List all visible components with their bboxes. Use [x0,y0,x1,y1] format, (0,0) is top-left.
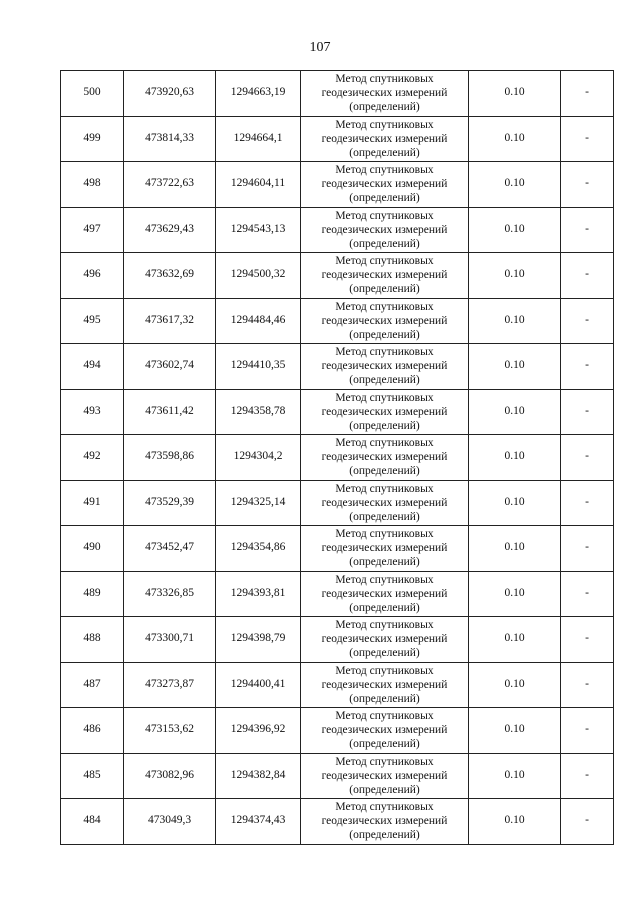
point-number-cell: 500 [61,71,124,117]
table-row [61,799,614,845]
accuracy-cell: 0.10 [469,207,561,253]
table-row [61,753,614,799]
note-cell: - [561,526,614,572]
note-cell: - [561,662,614,708]
point-number-cell: 490 [61,526,124,572]
point-number-cell: 494 [61,344,124,390]
x-coordinate-cell: 473326,85 [124,571,216,617]
method-line: Метод спутниковых [335,710,434,723]
table-row [61,480,614,526]
method-line: Метод спутниковых [335,528,434,541]
method-cell [301,435,469,481]
method-line: Метод спутниковых [335,164,434,177]
note-cell: - [561,253,614,299]
note-cell: - [561,298,614,344]
method-line: геодезических измерений [321,87,448,100]
x-coordinate-cell: 473920,63 [124,71,216,117]
method-line: (определений) [349,101,420,114]
note-cell: - [561,389,614,435]
note-cell: - [561,799,614,845]
x-coordinate-cell: 473611,42 [124,389,216,435]
method-cell [301,799,469,845]
note-cell: - [561,71,614,117]
y-coordinate-cell: 1294358,78 [216,389,301,435]
point-number-cell: 488 [61,617,124,663]
method-cell [301,253,469,299]
x-coordinate-cell: 473153,62 [124,708,216,754]
method-line: геодезических измерений [321,678,448,691]
method-line: геодезических измерений [321,542,448,555]
accuracy-cell: 0.10 [469,480,561,526]
method-line: Метод спутниковых [335,755,434,768]
y-coordinate-cell: 1294604,11 [216,162,301,208]
method-line: геодезических измерений [321,405,448,418]
method-line: геодезических измерений [321,815,448,828]
y-coordinate-cell: 1294410,35 [216,344,301,390]
x-coordinate-cell: 473617,32 [124,298,216,344]
note-cell: - [561,116,614,162]
method-line: Метод спутниковых [335,118,434,131]
method-line: (определений) [349,328,420,341]
method-line: Метод спутниковых [335,73,434,86]
table-row [61,162,614,208]
method-line: геодезических измерений [321,769,448,782]
method-line: геодезических измерений [321,314,448,327]
method-line: геодезических измерений [321,496,448,509]
method-cell [301,344,469,390]
table-row [61,526,614,572]
method-line: (определений) [349,783,420,796]
y-coordinate-cell: 1294664,1 [216,116,301,162]
table-row [61,571,614,617]
method-line: Метод спутниковых [335,255,434,268]
method-line: (определений) [349,738,420,751]
note-cell: - [561,435,614,481]
method-line: (определений) [349,556,420,569]
method-line: геодезических измерений [321,633,448,646]
y-coordinate-cell: 1294393,81 [216,571,301,617]
method-line: Метод спутниковых [335,482,434,495]
accuracy-cell: 0.10 [469,753,561,799]
accuracy-cell: 0.10 [469,298,561,344]
y-coordinate-cell: 1294382,84 [216,753,301,799]
method-cell [301,389,469,435]
table-row [61,617,614,663]
y-coordinate-cell: 1294543,13 [216,207,301,253]
note-cell: - [561,344,614,390]
y-coordinate-cell: 1294484,46 [216,298,301,344]
method-line: (определений) [349,283,420,296]
method-cell [301,298,469,344]
x-coordinate-cell: 473602,74 [124,344,216,390]
method-line: Метод спутниковых [335,437,434,450]
method-line: (определений) [349,465,420,478]
point-number-cell: 499 [61,116,124,162]
x-coordinate-cell: 473452,47 [124,526,216,572]
method-cell [301,617,469,663]
point-number-cell: 497 [61,207,124,253]
method-line: геодезических измерений [321,269,448,282]
x-coordinate-cell: 473814,33 [124,116,216,162]
coordinates-table [60,70,614,845]
accuracy-cell: 0.10 [469,71,561,117]
table-row [61,389,614,435]
table-row [61,662,614,708]
method-cell [301,162,469,208]
method-cell [301,71,469,117]
method-cell [301,526,469,572]
x-coordinate-cell: 473632,69 [124,253,216,299]
y-coordinate-cell: 1294396,92 [216,708,301,754]
note-cell: - [561,480,614,526]
accuracy-cell: 0.10 [469,617,561,663]
note-cell: - [561,162,614,208]
x-coordinate-cell: 473049,3 [124,799,216,845]
method-line: Метод спутниковых [335,300,434,313]
x-coordinate-cell: 473722,63 [124,162,216,208]
x-coordinate-cell: 473629,43 [124,207,216,253]
method-cell [301,480,469,526]
method-line: геодезических измерений [321,223,448,236]
point-number-cell: 492 [61,435,124,481]
y-coordinate-cell: 1294500,32 [216,253,301,299]
accuracy-cell: 0.10 [469,526,561,572]
method-cell [301,662,469,708]
point-number-cell: 484 [61,799,124,845]
method-line: геодезических измерений [321,360,448,373]
method-cell [301,571,469,617]
method-line: Метод спутниковых [335,664,434,677]
method-line: геодезических измерений [321,587,448,600]
note-cell: - [561,617,614,663]
method-line: (определений) [349,419,420,432]
method-line: Метод спутниковых [335,346,434,359]
accuracy-cell: 0.10 [469,162,561,208]
point-number-cell: 486 [61,708,124,754]
method-cell [301,207,469,253]
y-coordinate-cell: 1294304,2 [216,435,301,481]
method-cell [301,708,469,754]
table-row [61,116,614,162]
accuracy-cell: 0.10 [469,344,561,390]
table-row [61,298,614,344]
accuracy-cell: 0.10 [469,799,561,845]
y-coordinate-cell: 1294354,86 [216,526,301,572]
method-cell [301,753,469,799]
method-line: (определений) [349,510,420,523]
method-line: геодезических измерений [321,132,448,145]
accuracy-cell: 0.10 [469,662,561,708]
x-coordinate-cell: 473300,71 [124,617,216,663]
method-line: Метод спутниковых [335,391,434,404]
x-coordinate-cell: 473082,96 [124,753,216,799]
table-row [61,708,614,754]
method-line: (определений) [349,601,420,614]
method-line: Метод спутниковых [335,801,434,814]
accuracy-cell: 0.10 [469,571,561,617]
method-line: (определений) [349,237,420,250]
y-coordinate-cell: 1294400,41 [216,662,301,708]
method-line: Метод спутниковых [335,209,434,222]
note-cell: - [561,708,614,754]
x-coordinate-cell: 473598,86 [124,435,216,481]
table-row [61,435,614,481]
table-row [61,344,614,390]
method-line: (определений) [349,692,420,705]
method-line: геодезических измерений [321,178,448,191]
method-line: геодезических измерений [321,451,448,464]
x-coordinate-cell: 473529,39 [124,480,216,526]
point-number-cell: 485 [61,753,124,799]
note-cell: - [561,753,614,799]
point-number-cell: 496 [61,253,124,299]
note-cell: - [561,207,614,253]
method-line: (определений) [349,374,420,387]
accuracy-cell: 0.10 [469,708,561,754]
accuracy-cell: 0.10 [469,435,561,481]
point-number-cell: 489 [61,571,124,617]
point-number-cell: 491 [61,480,124,526]
table-row [61,71,614,117]
accuracy-cell: 0.10 [469,253,561,299]
method-line: (определений) [349,192,420,205]
accuracy-cell: 0.10 [469,389,561,435]
point-number-cell: 487 [61,662,124,708]
table-row [61,207,614,253]
coordinates-table-body [61,71,614,845]
y-coordinate-cell: 1294374,43 [216,799,301,845]
accuracy-cell: 0.10 [469,116,561,162]
method-cell [301,116,469,162]
note-cell: - [561,571,614,617]
method-line: (определений) [349,146,420,159]
method-line: (определений) [349,647,420,660]
y-coordinate-cell: 1294325,14 [216,480,301,526]
page-number: 107 [309,40,331,55]
y-coordinate-cell: 1294398,79 [216,617,301,663]
method-line: геодезических измерений [321,724,448,737]
y-coordinate-cell: 1294663,19 [216,71,301,117]
point-number-cell: 495 [61,298,124,344]
point-number-cell: 498 [61,162,124,208]
method-line: Метод спутниковых [335,573,434,586]
x-coordinate-cell: 473273,87 [124,662,216,708]
method-line: (определений) [349,829,420,842]
point-number-cell: 493 [61,389,124,435]
method-line: Метод спутниковых [335,619,434,632]
table-row [61,253,614,299]
